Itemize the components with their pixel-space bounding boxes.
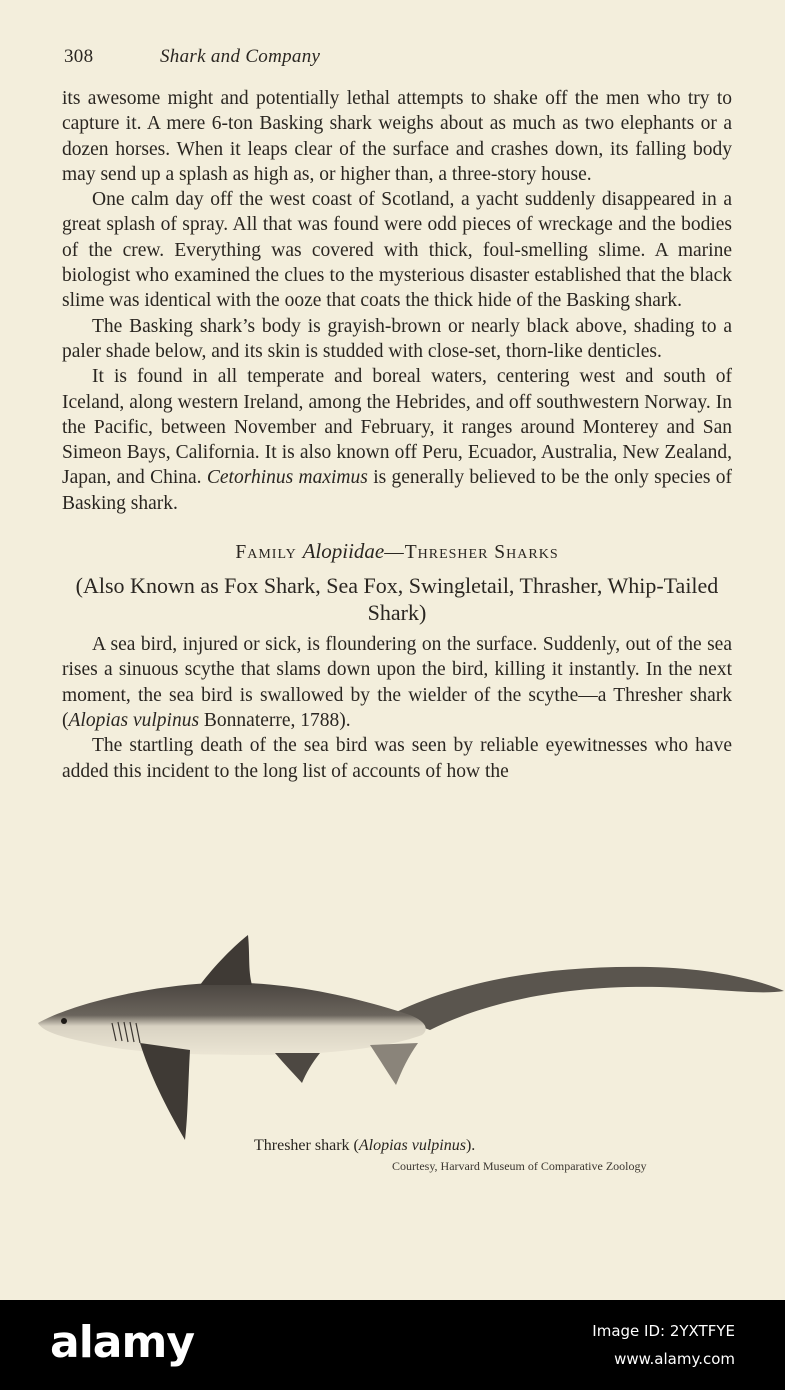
species-name: Cetorhinus maximus [206,467,368,489]
pectoral-fin [140,1043,190,1140]
tail-fin [390,967,784,1030]
paragraph-5 [62,632,732,733]
dorsal-fin [200,935,252,985]
pelvic-fin [275,1053,320,1083]
paragraph-4 [62,364,732,516]
species-name: Alopias vulpinus [68,709,200,731]
paragraph-4-text-end: is generally believed to be the only species of Basking shark. [62,467,733,514]
family-name: Alopiidae [302,539,385,564]
also-known-as: (Also Known as Fox Shark, Sea Fox, Swingletail, Thrasher, Whip-Tailed Shark) [75,573,719,626]
section-heading [62,538,732,566]
watermark-footer [0,1300,785,1390]
image-id: Image ID: 2YXTFYE [592,1322,735,1340]
site-url: www.alamy.com [614,1350,735,1368]
page-number: 308 [64,46,94,67]
caption-text: Thresher shark ( [254,1137,359,1154]
family-label: Family [235,542,297,564]
thresher-shark-illustration [30,925,785,1155]
shark-body [38,983,426,1055]
caption-species: Alopias vulpinus [358,1137,466,1154]
caption-text-end: ). [465,1137,476,1154]
running-title: Shark and Company [160,46,321,67]
paragraph-6: The startling death of the sea bird was seen by reliable eyewitnesses who have added this incident to the long list of accounts of how the [62,735,732,782]
shark-drawing [30,925,785,1155]
figure-caption [254,1137,475,1155]
paragraph-2: One calm day off the west coast of Scotland, a yacht suddenly disappeared in a great splash of spray. All that was found were odd pieces of wreckage and the bodies of the crew. Everything was covered with thick, foul-smelling slime. A marine biologist who examined the clues to the mysterious disaster established that the black slime was identical with the ooze that coats the thick hide of the Basking shark. [62,189,732,312]
common-name: Thresher Sharks [404,542,559,564]
heading-separator: — [384,542,405,564]
shark-eye [61,1018,67,1024]
running-head [64,46,733,68]
paragraph-3: The Basking shark’s body is grayish-brown or nearly black above, shading to a paler shade below, and its skin is studded with close-set, thorn-like denticles. [62,315,732,362]
anal-fin [370,1043,418,1085]
paragraph-1: its awesome might and potentially lethal attempts to shake off the men who try to capture it. A mere 6-ton Basking shark weighs about as much as two elephants or a dozen horses. When it leaps clear of the surface and crashes down, its falling body may send up a splash as high as, or higher than, a three-story house. [62,88,732,185]
figure-credit: Courtesy, Harvard Museum of Comparative Zoology [392,1159,647,1173]
body-text [62,86,732,784]
paragraph-4-text: It is found in all temperate and boreal waters, centering west and south of Iceland, along western Ireland, among the Hebrides, and off southwestern Norway. In the Pacific, between November and February, it ranges around Monterey and San Simeon Bays, California. It is also known off Peru, Ecuador, Australia, New Zealand, Japan, and China. [62,366,732,489]
paragraph-5-text-end: Bonnaterre, 1788). [199,709,351,731]
brand-logo: alamy [50,1317,194,1368]
paragraph-5-text: A sea bird, injured or sick, is floundering on the surface. Suddenly, out of the sea rises a sinuous scythe that slams down upon the bird, killing it instantly. In the next moment, the sea bird is swallowed by the wielder of the scythe—a Thresher shark ( [62,634,732,731]
